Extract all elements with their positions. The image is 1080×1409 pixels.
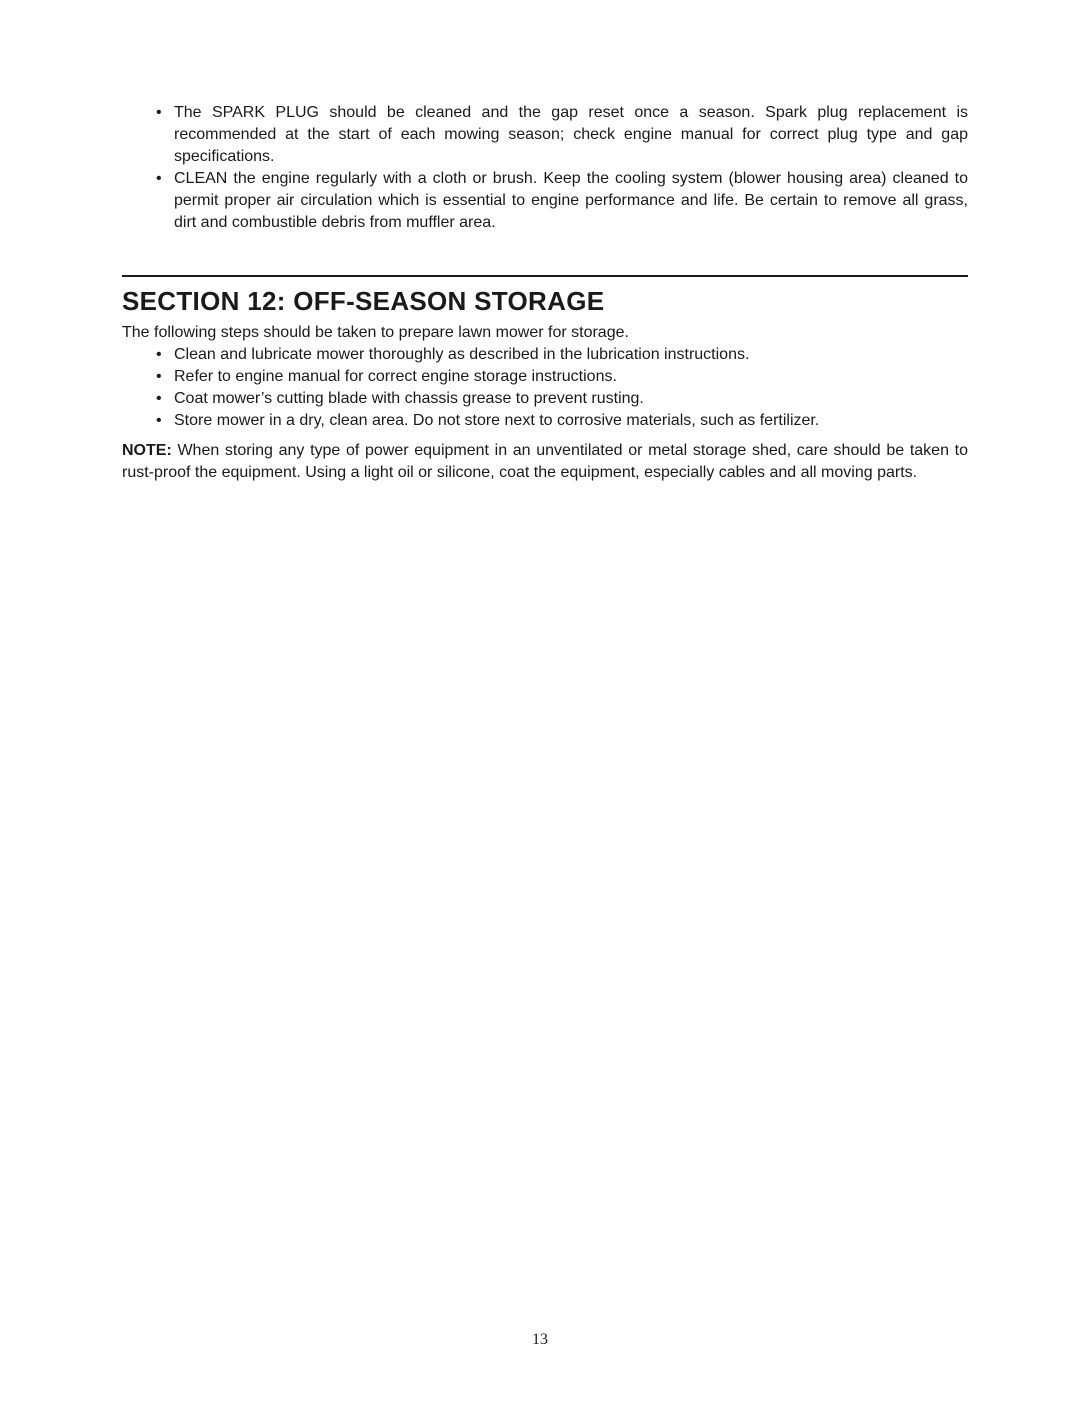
page-number: 13 <box>532 1331 548 1348</box>
list-item-engine-manual: • Refer to engine manual for correct engine storage instructions. <box>154 366 968 388</box>
note-label: NOTE: <box>122 442 172 459</box>
section-title: SECTION 12: OFF-SEASON STORAGE <box>122 286 605 316</box>
list-item-clean-engine: • CLEAN the engine regularly with a cloth or brush. Keep the cooling system (blower housing area) cleaned to permit proper air circulation which is essential to engine performance and life. Be certain to remove all grass, dirt and combustible debris from muffler area. <box>154 168 968 234</box>
list-item-clean-lubricate: • Clean and lubricate mower thoroughly as described in the lubrication instructions. <box>154 344 968 366</box>
maintenance-list <box>154 102 968 234</box>
note-text: When storing any type of power equipment in an unventilated or metal storage shed, care should be taken to rust-proof the equipment. Using a light oil or silicone, coat the equipment, especially cables and all moving parts. <box>122 442 968 481</box>
section-divider <box>122 275 968 277</box>
list-item-store-dry: • Store mower in a dry, clean area. Do not store next to corrosive materials, such as fertilizer. <box>154 410 968 432</box>
section-intro: The following steps should be taken to prepare lawn mower for storage. <box>122 324 629 341</box>
list-item-spark-plug: • The SPARK PLUG should be cleaned and the gap reset once a season. Spark plug replacement is recommended at the start of each mowing season; check engine manual for correct plug type and gap specifications. <box>154 102 968 168</box>
storage-steps-list <box>154 344 968 432</box>
note-paragraph <box>122 440 968 484</box>
list-item-coat-blade: • Coat mower’s cutting blade with chassis grease to prevent rusting. <box>154 388 968 410</box>
